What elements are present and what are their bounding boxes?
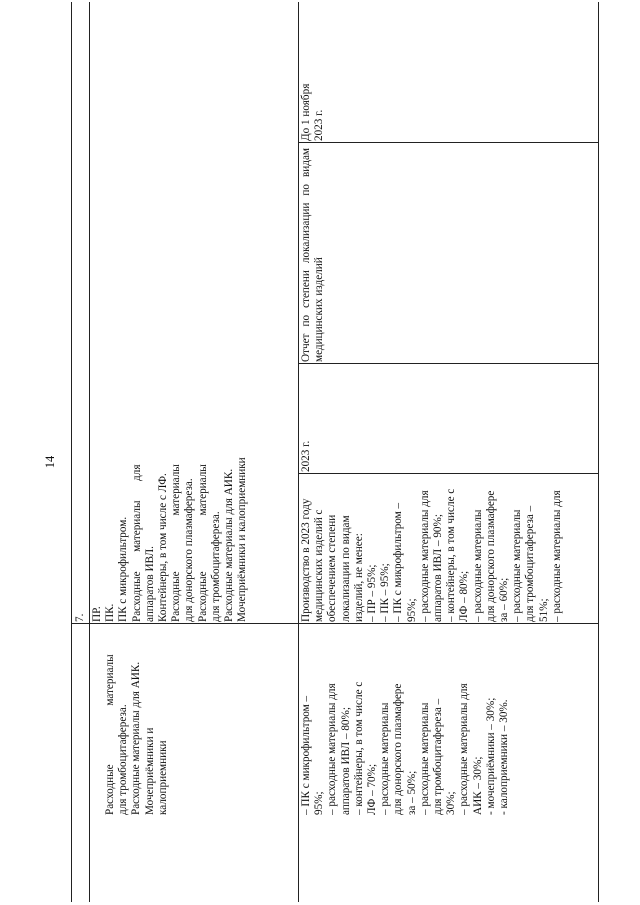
- deadline-line: До 1 ноября: [300, 83, 312, 141]
- row7-name-line: ПР.: [91, 606, 103, 622]
- row7-indicator-line: Производство в 2023 году: [300, 498, 312, 622]
- row-divider: [71, 623, 599, 624]
- row7-name-line: ПК с микрофильтром.: [117, 516, 130, 622]
- row7-name-line: Расходные материалы: [196, 464, 209, 622]
- row7-indicator-line: аппаратов ИВЛ – 90%;: [432, 514, 445, 622]
- prev-row-name: [104, 625, 284, 815]
- row7-name-line: Расходные материалы для АИК.: [223, 468, 236, 622]
- row7-name-line: аппаратов ИВЛ.: [143, 546, 156, 622]
- row7-indicator-line: 95%;: [405, 598, 418, 622]
- prev-indicator-line: за – 50%;: [405, 770, 418, 815]
- table-col-divider-1: [89, 2, 90, 902]
- prev-indicator-line: - мочеприёмники – 30%;: [484, 697, 497, 815]
- prev-row-name-cell: [73, 472, 89, 622]
- prev-indicator-line: - калоприемники – 30%.: [498, 699, 511, 815]
- row7-indicator-line: – контейнеры, в том числе с: [445, 488, 458, 622]
- prev-row-indicator: [300, 625, 515, 815]
- row7-name-line: Расходные материалы для: [130, 464, 143, 622]
- row-7-report: Отчет по степени локализации по видам медицинских изделий: [300, 148, 326, 362]
- prev-indicator-line: – контейнеры, в том числе с: [352, 681, 365, 815]
- prev-indicator-line: – расходные материалы: [418, 702, 431, 815]
- row-7-number: 7.: [74, 613, 86, 622]
- prev-indicator-line: 30%;: [445, 791, 458, 815]
- row7-indicator-line: ЛФ – 80%;: [458, 570, 471, 622]
- prev-indicator-line: – ПК с микрофильтром –: [300, 695, 312, 815]
- deadline-line: 2023 г.: [313, 109, 326, 141]
- prev-indicator-line: для тромбоцитафереза –: [432, 698, 445, 815]
- row7-name-line: Контейнеры, в том числе с ЛФ.: [157, 473, 170, 622]
- row7-indicator-line: локализации по видам: [339, 515, 352, 622]
- prev-indicator-line: аппаратов ИВЛ – 80%;: [339, 707, 352, 815]
- table-border-bottom: [598, 2, 599, 902]
- prev-indicator-line: ЛФ – 70%;: [366, 763, 379, 815]
- row7-indicator-line: 51%;: [537, 598, 550, 622]
- row7-indicator-line: – расходные материалы: [511, 509, 524, 622]
- prev-indicator-line: – расходные материалы для: [326, 683, 339, 815]
- row7-indicator-line: – ПР – 95%;: [366, 564, 379, 622]
- prev-indicator-line: – расходные материалы для: [458, 683, 471, 815]
- prev-indicator-line: АИК – 30%;: [471, 756, 484, 815]
- prev-indicator-line: 95%;: [313, 791, 326, 815]
- prev-name-line: калоприемники: [156, 740, 169, 815]
- prev-indicator-line: для донорского плазмафере: [392, 683, 405, 815]
- row7-indicator-line: – ПК – 95%;: [379, 563, 392, 622]
- prev-indicator-line: – расходные материалы: [379, 702, 392, 815]
- row7-indicator-line: изделий, не менее:: [352, 533, 365, 622]
- col-divider-4: [299, 363, 599, 364]
- row-7-year: 2023 г.: [300, 440, 312, 472]
- col-divider-5: [299, 142, 599, 143]
- row7-indicator-line: – расходные материалы: [471, 509, 484, 622]
- row7-indicator-line: за – 60%;: [498, 577, 511, 622]
- row7-name-line: для донорского плазмафереза.: [183, 478, 196, 622]
- prev-name-line: Расходные материалы: [104, 654, 116, 815]
- table-border-top: [71, 2, 72, 902]
- row7-indicator-line: обеспечением степени: [326, 514, 339, 622]
- row-7-name: [91, 420, 296, 622]
- row7-indicator-line: – расходные материалы для: [550, 490, 563, 622]
- table-col-divider-2: [298, 2, 299, 902]
- row7-indicator-line: – расходные материалы для: [418, 490, 431, 622]
- prev-name-line: Расходные материалы для АИК.: [130, 661, 143, 815]
- row7-indicator-line: для донорского плазмафере: [484, 490, 497, 622]
- row7-name-line: ПК.: [104, 603, 117, 622]
- page-number: 14: [43, 455, 57, 469]
- row-7-indicator: [300, 422, 596, 622]
- prev-name-line: Мочеприёмники и: [143, 727, 156, 815]
- row-7-deadline: [300, 11, 340, 141]
- row7-indicator-line: медицинских изделий с: [313, 509, 326, 622]
- row7-indicator-line: для тромбоцитафереза –: [524, 505, 537, 622]
- row7-name-line: для тромбоцитафереза.: [209, 511, 222, 622]
- row7-indicator-line: – ПК с микрофильтром –: [392, 502, 405, 622]
- row7-name-line: Мочеприёмники и калоприемники: [236, 457, 249, 622]
- row7-name-line: Расходные материалы: [170, 464, 183, 622]
- prev-name-line: для тромбоцитафереза.: [117, 704, 130, 815]
